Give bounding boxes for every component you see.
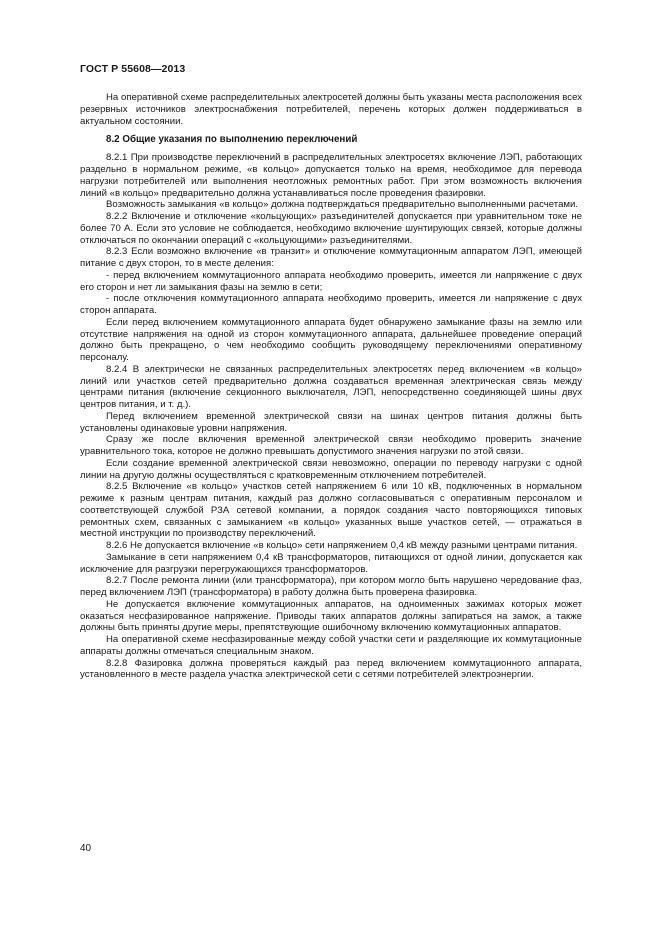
intro-paragraph: На оперативной схеме распределительных электросетей должны быть указаны места расположения всех резервных источников электроснабжения потребителей, перечень которых должен поддерживаться в актуальном состоянии. [80,92,582,127]
list-item-after-switching: - после отключения коммутационного аппарата необходимо проверить, имеется ли напряжение с двух сторон аппарата. [80,293,582,316]
paragraph-8-2-1: 8.2.1 При производстве переключений в распределительных электросетях включение ЛЭП, работающих раздельно в нормальном режиме, «в кольцо» допускается только на время, необходимое для перевода нагрузки потребителей или выполнения неотложных ремонтных работ. При этом возможность включения линий «в кольцо» предварительно должна устанавливаться после проведения фазировки. [80,152,582,199]
paragraph-unphased-voltage: Не допускается включение коммутационных аппаратов, на одноименных зажимах которых может оказаться несфазированное напряжение. Приводы таких аппаратов должны запираться на замок, а также должны быть приняты другие меры, препятствующие ошибочному включению коммутационных аппаратов. [80,598,582,634]
section-heading: 8.2 Общие указания по выполнению переключений [106,134,358,146]
paragraph-8-2-5: 8.2.5 Включение «в кольцо» участков сетей напряжением 6 или 10 кВ, подключенных в нормальном режиме к разным центрам питания, каждый раз должно согласовываться с оперативным персоналом и соответствующей службой РЗА сетевой компании, а порядок создания часто повторяющихся типовых ремонтных схем, связанных с замыканием «в кольцо» указанных выше участков сетей, — отражаться в местной инструкции по производству переключений. [80,481,582,540]
paragraph-voltage-levels: Перед включением временной электрической связи на шинах центров питания должны быть установлены одинаковые уровни напряжения. [80,410,582,434]
paragraph-8-2-2: 8.2.2 Включение и отключение «кольцующих» разъединителей допускается при уравнительном токе не более 70 А. Если это условие не соблюдается, необходимо включение шунтирующих связей, которые должны отключаться по окончании операций с «кольцующими» разъединителями. [80,211,582,246]
paragraph-8-2-8: 8.2.8 Фазировка должна проверяться каждый раз перед включением коммутационного аппарата, установленного в месте раздела участка электрической сети с сетями потребителей электроэнергии. [80,657,582,681]
paragraph-fault-detected: Если перед включением коммутационного аппарата будет обнаружено замыкание фазы на землю или отсутствие напряжения на одной из сторон коммутационного аппарата, дальнейшее проведение операций должно быть прекращено, о чем необходимо сообщить руководящему переключениями оперативному персоналу. [80,316,582,363]
paragraph-equalizing-current: Сразу же после включения временной электрической связи необходимо проверить значение уравнительного тока, которое не должно превышать допустимого значения нагрузки по этой связи. [80,434,582,457]
paragraph-8-2-4: 8.2.4 В электрически не связанных распределительных электросетях перед включением «в кольцо» линий или участков сетей предварительно должна создаваться временная электрическая связь между центрами питания (включение секционного выключателя, ЛЭП, непосредственно соединяющей шины двух центров питания, и т. д.). [80,363,582,410]
paragraph-possibility: Возможность замыкания «в кольцо» должна подтверждаться предварительно выполненными расчетами. [106,199,579,211]
paragraph-8-2-7: 8.2.7 После ремонта линии (или трансформатора), при котором могло быть нарушено чередование фаз, перед включением ЛЭП (трансформатора) в работу должна быть проверена фазировка. [80,575,582,598]
paragraph-8-2-6: 8.2.6 Не допускается включение «в кольцо» сети напряжением 0,4 кВ между разными центрами питания. [106,540,578,551]
document-body [80,92,582,681]
page-number: 40 [80,843,92,854]
paragraph-8-2-3: 8.2.3 Если возможно включение «в транзит» и отключение коммутационным аппаратом ЛЭП, имеющей питание с двух сторон, то в месте деления: [80,246,582,269]
paragraph-no-temporary-link: Если создание временной электрической связи невозможно, операции по переводу нагрузки с одной линии на другую должны осуществляться с кратковременным отключением потребителей. [80,457,582,481]
paragraph-transformer-closing: Замыкание в сети напряжением 0,4 кВ трансформаторов, питающихся от одной линии, допускается как исключение для разгрузки перегружающихся трансформаторов. [80,551,582,575]
page-header-standard-id: ГОСТ Р 55608—2013 [80,63,186,75]
paragraph-scheme-marking: На оперативной схеме несфазированные между собой участки сети и разделяющие их коммутационные аппараты должны отмечаться специальным знаком. [80,634,582,657]
list-item-before-switching: - перед включением коммутационного аппарата необходимо проверить, имеется ли напряжение с двух его сторон и нет ли замыкания фазы на землю в сети; [80,269,582,293]
